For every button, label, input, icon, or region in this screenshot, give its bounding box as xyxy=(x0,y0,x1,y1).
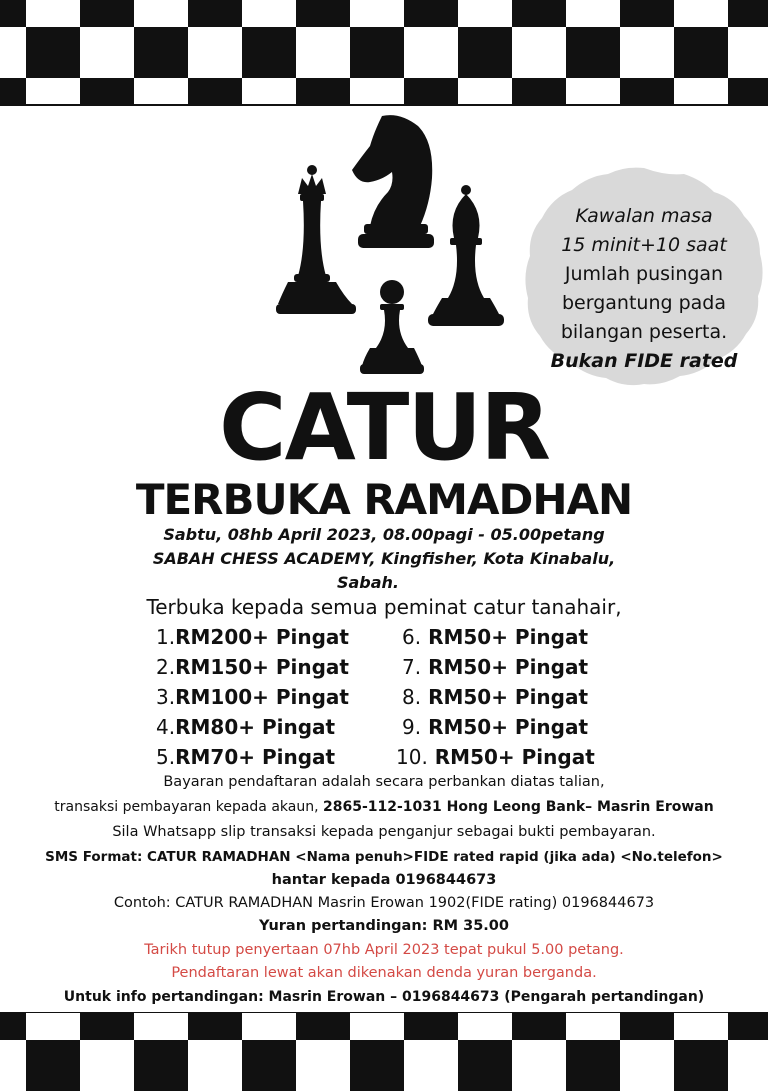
chess-pieces-illustration xyxy=(270,108,510,378)
prize-item: 5.RM70+ Pingat xyxy=(156,745,336,769)
prize-item: 2.RM150+ Pingat xyxy=(156,655,349,679)
event-venue-line1: SABAH CHESS ACADEMY, Kingfisher, Kota Kinabalu, xyxy=(152,549,616,568)
entry-fee: Yuran pertandingan: RM 35.00 xyxy=(259,918,509,934)
queen-icon xyxy=(276,165,356,314)
sms-example: Contoh: CATUR RAMADHAN Masrin Erowan 1902(FIDE rating) 0196844673 xyxy=(113,895,655,911)
poster-subtitle: TERBUKA RAMADHAN xyxy=(135,475,633,524)
payment-line2: transaksi pembayaran kepada akaun, 2865-112-1031 Hong Leong Bank– Masrin Erowan xyxy=(54,799,714,815)
prize-item: 6. RM50+ Pingat xyxy=(402,625,589,649)
top-checkerboard-border xyxy=(0,0,768,104)
event-date: Sabtu, 08hb April 2023, 08.00pagi - 05.00petang xyxy=(163,525,605,544)
time-control-badge xyxy=(524,166,764,388)
late-fee-notice: Pendaftaran lewat akan dikenakan denda yuran berganda. xyxy=(171,965,597,981)
prize-item: 3.RM100+ Pingat xyxy=(156,685,349,709)
prize-item: 4.RM80+ Pingat xyxy=(156,715,336,739)
prize-item: 7. RM50+ Pingat xyxy=(402,655,589,679)
bottom-checkerboard-border xyxy=(0,1013,768,1091)
poster-title: CATUR xyxy=(219,374,549,481)
bishop-icon xyxy=(428,185,504,326)
deadline-notice: Tarikh tutup penyertaan 07hb April 2023 tepat pukul 5.00 petang. xyxy=(144,942,624,958)
contact-info: Untuk info pertandingan: Masrin Erowan – 0196844673 (Pengarah pertandingan) xyxy=(63,989,705,1005)
payment-line3: Sila Whatsapp slip transaksi kepada penganjur sebagai bukti pembayaran. xyxy=(112,824,656,840)
badge-time-control-value: 15 minit+10 saat xyxy=(561,234,727,256)
top-border-line xyxy=(0,104,768,106)
badge-time-control-label: Kawalan masa xyxy=(575,205,713,227)
bank-account: 2865-112-1031 Hong Leong Bank– Masrin Erowan xyxy=(323,799,714,815)
sms-send-to: hantar kepada 0196844673 xyxy=(271,872,497,888)
badge-rounds-line2: bergantung pada xyxy=(561,292,726,314)
payment-line1: Bayaran pendaftaran adalah secara perbankan diatas talian, xyxy=(163,774,605,790)
event-venue-line2: Sabah. xyxy=(336,573,400,592)
prize-item: 9. RM50+ Pingat xyxy=(402,715,589,739)
prize-item: 8. RM50+ Pingat xyxy=(402,685,589,709)
prize-item: 10. RM50+ Pingat xyxy=(396,745,595,769)
badge-rounds-line3: bilangan peserta. xyxy=(560,321,728,343)
sms-format: SMS Format: CATUR RAMADHAN <Nama penuh>FIDE rated rapid (jika ada) <No.telefon> xyxy=(45,849,723,865)
open-to-text: Terbuka kepada semua peminat catur tanahair, xyxy=(146,595,622,619)
badge-fide-note: Bukan FIDE rated xyxy=(550,350,738,372)
pawn-icon xyxy=(360,280,424,374)
knight-icon xyxy=(352,115,434,248)
badge-rounds-line1: Jumlah pusingan xyxy=(564,263,724,285)
prize-item: 1.RM200+ Pingat xyxy=(156,625,349,649)
